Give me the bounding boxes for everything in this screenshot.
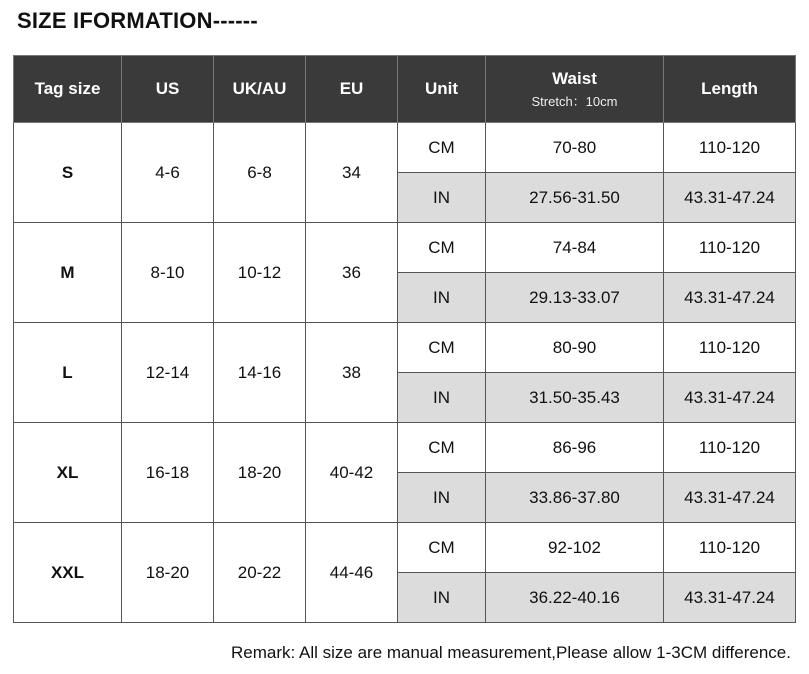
waist-cell: 92-102 bbox=[486, 523, 664, 573]
size-chart-table bbox=[13, 55, 796, 623]
uk-au-size-cell: 10-12 bbox=[214, 223, 306, 323]
unit-cell: IN bbox=[398, 373, 486, 423]
eu-size-cell: 36 bbox=[306, 223, 398, 323]
uk-au-size-cell: 18-20 bbox=[214, 423, 306, 523]
uk-au-size-cell: 20-22 bbox=[214, 523, 306, 623]
header-waist-label: Waist bbox=[552, 68, 597, 88]
eu-size-cell: 44-46 bbox=[306, 523, 398, 623]
header-unit: Unit bbox=[398, 56, 486, 123]
length-cell: 43.31-47.24 bbox=[664, 573, 796, 623]
unit-cell: CM bbox=[398, 323, 486, 373]
table-row bbox=[14, 223, 796, 273]
table-row bbox=[14, 123, 796, 173]
waist-cell: 70-80 bbox=[486, 123, 664, 173]
waist-cell: 80-90 bbox=[486, 323, 664, 373]
waist-cell: 86-96 bbox=[486, 423, 664, 473]
unit-cell: CM bbox=[398, 123, 486, 173]
header-eu: EU bbox=[306, 56, 398, 123]
unit-cell: CM bbox=[398, 223, 486, 273]
us-size-cell: 18-20 bbox=[122, 523, 214, 623]
length-cell: 110-120 bbox=[664, 523, 796, 573]
uk-au-size-cell: 6-8 bbox=[214, 123, 306, 223]
unit-cell: IN bbox=[398, 573, 486, 623]
uk-au-size-cell: 14-16 bbox=[214, 323, 306, 423]
table-row bbox=[14, 423, 796, 473]
unit-cell: IN bbox=[398, 173, 486, 223]
length-cell: 43.31-47.24 bbox=[664, 273, 796, 323]
eu-size-cell: 40-42 bbox=[306, 423, 398, 523]
tag-size-cell: S bbox=[14, 123, 122, 223]
unit-cell: IN bbox=[398, 473, 486, 523]
header-row bbox=[14, 56, 796, 123]
length-cell: 110-120 bbox=[664, 223, 796, 273]
unit-cell: CM bbox=[398, 523, 486, 573]
length-cell: 43.31-47.24 bbox=[664, 373, 796, 423]
waist-cell: 36.22-40.16 bbox=[486, 573, 664, 623]
length-cell: 43.31-47.24 bbox=[664, 473, 796, 523]
header-uk-au: UK/AU bbox=[214, 56, 306, 123]
us-size-cell: 8-10 bbox=[122, 223, 214, 323]
tag-size-cell: L bbox=[14, 323, 122, 423]
waist-cell: 74-84 bbox=[486, 223, 664, 273]
waist-cell: 29.13-33.07 bbox=[486, 273, 664, 323]
eu-size-cell: 34 bbox=[306, 123, 398, 223]
page-title: SIZE IFORMATION------ bbox=[17, 8, 258, 33]
us-size-cell: 4-6 bbox=[122, 123, 214, 223]
waist-cell: 33.86-37.80 bbox=[486, 473, 664, 523]
length-cell: 110-120 bbox=[664, 123, 796, 173]
length-cell: 110-120 bbox=[664, 323, 796, 373]
remark-note: Remark: All size are manual measurement,Please allow 1-3CM difference. bbox=[231, 643, 791, 662]
table-row bbox=[14, 523, 796, 573]
tag-size-cell: XL bbox=[14, 423, 122, 523]
waist-cell: 27.56-31.50 bbox=[486, 173, 664, 223]
length-cell: 43.31-47.24 bbox=[664, 173, 796, 223]
length-cell: 110-120 bbox=[664, 423, 796, 473]
header-tag-size: Tag size bbox=[14, 56, 122, 123]
unit-cell: IN bbox=[398, 273, 486, 323]
table-row bbox=[14, 323, 796, 373]
header-length: Length bbox=[664, 56, 796, 123]
header-waist bbox=[486, 56, 664, 123]
tag-size-cell: M bbox=[14, 223, 122, 323]
table-body bbox=[14, 123, 796, 623]
waist-cell: 31.50-35.43 bbox=[486, 373, 664, 423]
tag-size-cell: XXL bbox=[14, 523, 122, 623]
eu-size-cell: 38 bbox=[306, 323, 398, 423]
header-us: US bbox=[122, 56, 214, 123]
us-size-cell: 12-14 bbox=[122, 323, 214, 423]
header-waist-stretch: Stretch：10cm bbox=[531, 93, 618, 109]
us-size-cell: 16-18 bbox=[122, 423, 214, 523]
unit-cell: CM bbox=[398, 423, 486, 473]
